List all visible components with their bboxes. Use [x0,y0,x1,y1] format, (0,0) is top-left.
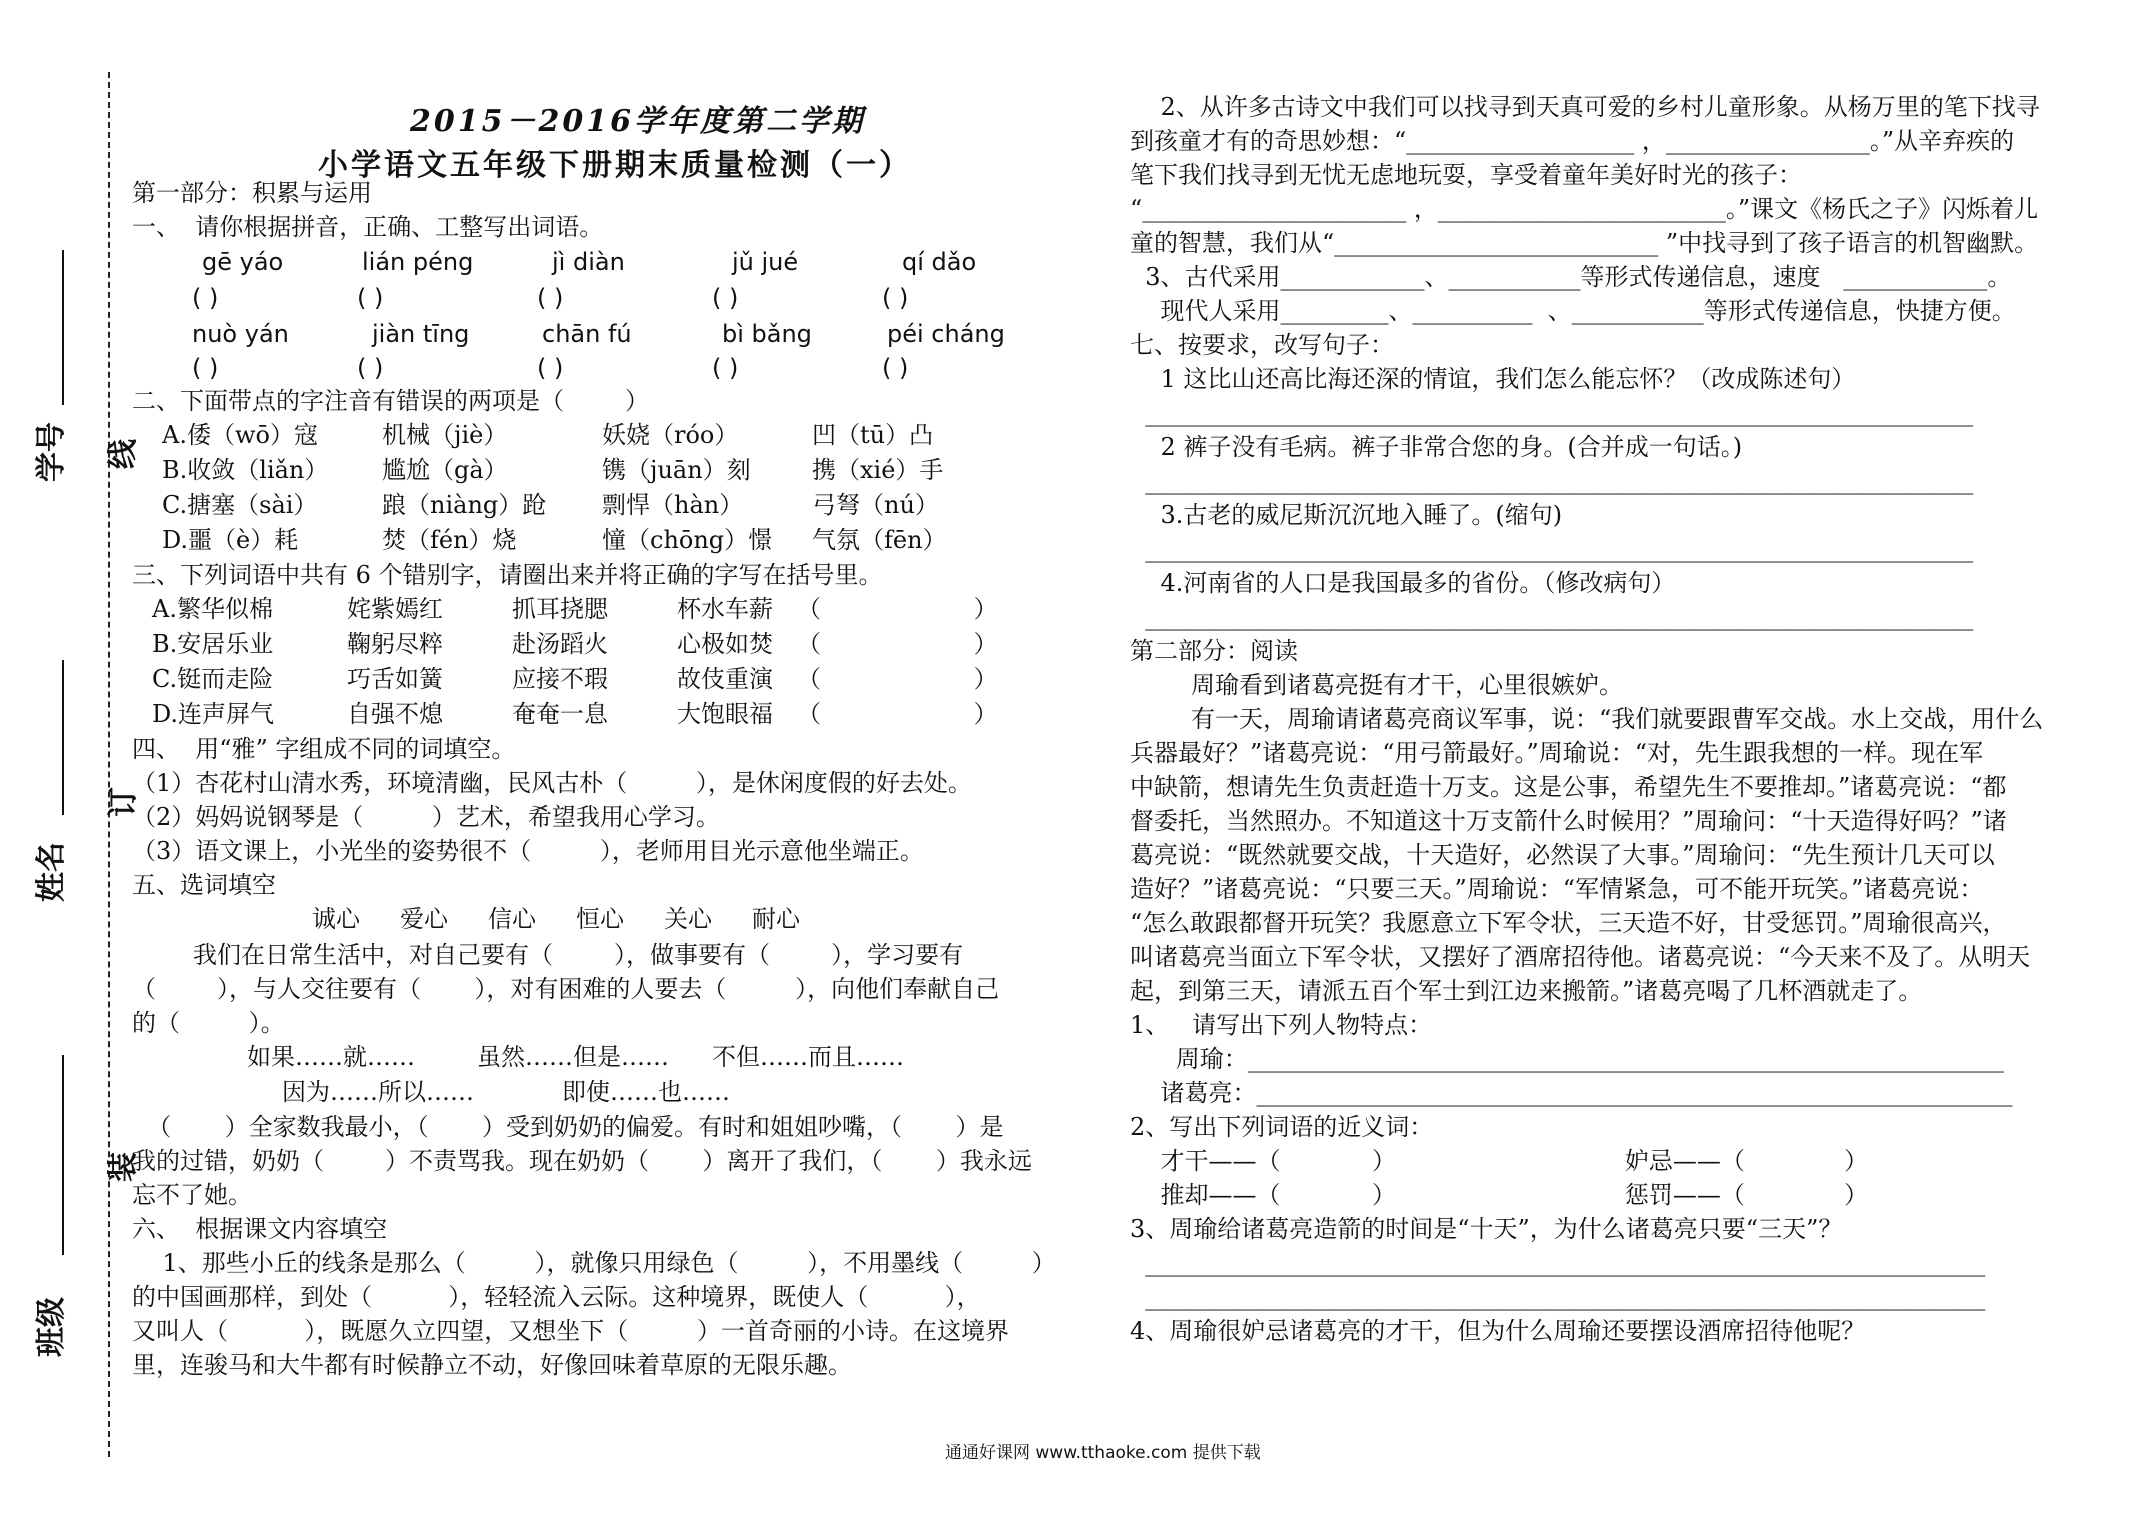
left-line: （ ）全家数我最小，（ ）受到奶奶的偏爱。有时和姐姐吵嘴，（ ）是 [132,1113,1004,1141]
q5-conjunctions [132,1040,1092,1110]
option: C.搪塞（sài） [162,491,318,519]
pinyin-1: gē yáo [202,248,284,276]
right-line: 2、写出下列词语的近义词： [1130,1113,1434,1141]
left-line: （2）妈妈说钢琴是（ ）艺术，希望我用心学习。 [132,803,720,831]
word: 鞠躬尽粹 [347,630,443,658]
option: 弓弩（nú） [812,491,939,519]
pinyin-7: jiàn tīng [372,320,470,348]
conjunction-option: 如果……就…… [247,1043,415,1071]
option: 焚（fén）烧 [382,526,517,554]
left-line: 的中国画那样，到处（ ），轻轻流入云际。这种境界，既使人（ ）， [132,1283,981,1311]
left-line: 又叫人（ ），既愿久立四望，又想坐下（ ）一首奇丽的小诗。在这境界 [132,1317,1009,1345]
right-line: 督委托，当然照办。不知道这十万支箭什么时候用？”周瑜问：“十天造得好吗？”诸 [1130,807,2007,835]
word-option: 耐心 [752,905,800,933]
option: 凹（tū）凸 [812,421,934,449]
right-line: 七、按要求，改写句子： [1130,331,1394,359]
footer-source: 通通好课网 www.tthaoke.com 提供下载 [945,1443,1261,1463]
pinyin-9: bì bǎng [722,320,812,348]
word: 巧舌如簧 [347,665,443,693]
right-line: 3.古老的威尼斯沉沉地入睡了。(缩句) [1130,501,1563,529]
left-line: 的（ ）。 [132,1009,285,1037]
word: 杯水车薪 [677,595,773,623]
right-line: 2、从许多古诗文中我们可以找寻到天真可爱的乡村儿童形象。从杨万里的笔下找寻 [1130,93,2040,121]
q3-rows [132,592,1092,732]
option: D.噩（è）耗 [162,526,299,554]
right-line: 中缺箭，想请先生负责赶造十万支。这是公事，希望先生不要推却。”诸葛亮说：“都 [1130,773,2007,801]
word: 奄奄一息 [512,700,608,728]
word-option: 信心 [488,905,536,933]
answer-line[interactable]: _____________________________________________________________________ [1130,603,1974,631]
option: 踉（niàng）跄 [382,491,547,519]
option: 尴尬（gà） [382,456,508,484]
answer-line[interactable]: _____________________________________________________________________ [1130,535,1974,563]
option: 镌（juān）刻 [602,456,751,484]
student-id-label: 学号 [34,422,69,482]
word: A.繁华似棉 [152,595,273,623]
exam-title: 小学语文五年级下册期末质量检测（一） [318,148,912,183]
name-label: 姓名 [34,842,69,902]
answer-line[interactable]: ______________________________________________________________________ [1130,1283,1986,1311]
right-line: 笔下我们找寻到无忧无虑地玩耍，享受着童年美好时光的孩子： [1130,161,1802,189]
exam-year-title: 2015－2016学年度第二学期 [410,104,865,139]
answer-line[interactable]: _____________________________________________________________________ [1130,399,1974,427]
conjunction-option: 因为……所以…… [282,1078,474,1106]
left-line: 忘不了她。 [132,1181,252,1209]
name-underline-1 [62,250,64,405]
name-underline-3 [62,1055,64,1255]
left-line: （ ），与人交往要有（ ），对有困难的人要去（ ），向他们奉献自己 [132,975,1000,1003]
conjunction-option: 虽然……但是…… [477,1043,669,1071]
word-option: 诚心 [312,905,360,933]
option: 机械（jiè） [382,421,508,449]
word: C.铤而走险 [152,665,274,693]
answer-blank[interactable]: ( ) [192,354,219,382]
pinyin-5: qí dǎo [902,248,977,276]
right-line: 2 裤子没有毛病。裤子非常合您的身。(合并成一句话。) [1130,433,1743,461]
right-line: 造好？”诸葛亮说：“只要三天。”周瑜说：“军情紧急，可不能开玩笑。”诸葛亮说： [1130,875,1984,903]
binding-mark-bind: 装 [106,1152,141,1182]
answer-blank[interactable]: ( ) [712,284,739,312]
name-underline-2 [62,660,64,815]
answer-blank[interactable]: ( ) [357,354,384,382]
pinyin-8: chān fú [542,320,632,348]
q2-options [132,418,1092,558]
right-line: 童的智慧，我们从“___________________________ ”中找寻到了孩子语言的机智幽默。 [1130,229,2039,257]
option: 气氛（fēn） [812,526,947,554]
answer-blank[interactable]: （ ） [797,630,998,658]
left-line: 我的过错，奶奶（ ）不责骂我。现在奶奶（ ）离开了我们，（ ）我永远 [132,1147,1032,1175]
answer-line[interactable]: _____________________________________________________________________ [1130,467,1974,495]
class-label: 班级 [34,1297,69,1357]
answer-line[interactable]: ______________________________________________________________________ [1130,1249,1986,1277]
right-line: 葛亮说：“既然就要交战，十天造好，必然误了大事。”周瑜问：“先生预计几天可以 [1130,841,1995,869]
word: 故伎重演 [677,665,773,693]
word: 赴汤蹈火 [512,630,608,658]
answer-blank[interactable]: ( ) [882,354,909,382]
option: 携（xié）手 [812,456,944,484]
right-line: 起，到第三天，请派五百个军士到江边来搬箭。”诸葛亮喝了几杯酒就走了。 [1130,977,1923,1005]
left-column [132,176,1092,1382]
right-line: 兵器最好？”诸葛亮说：“用弓箭最好。”周瑜说：“对，先生跟我想的一样。现在军 [1130,739,1984,767]
right-line: 3、周瑜给诸葛亮造箭的时间是“十天”，为什么诸葛亮只要“三天”？ [1130,1215,1843,1243]
left-line: 三、下列词语中共有 6 个错别字，请圈出来并将正确的字写在括号里。 [132,561,883,589]
left-line: 六、 根据课文内容填空 [132,1215,388,1243]
word-option: 恒心 [576,905,624,933]
right-line: 有一天，周瑜请诸葛亮商议军事，说：“我们就要跟曹军交战。水上交战，用什么 [1130,705,2044,733]
word: B.安居乐业 [152,630,274,658]
left-line: 五、选词填空 [132,871,276,899]
answer-blank[interactable]: ( ) [712,354,739,382]
pinyin-2: lián péng [362,248,474,276]
conjunction-option: 即使……也…… [562,1078,730,1106]
right-line: 4.河南省的人口是我国最多的省份。（修改病句） [1130,569,1676,597]
left-line: 1、那些小丘的线条是那么（ ），就像只用绿色（ ），不用墨线（ ） [132,1249,1056,1277]
word: 应接不瑕 [512,665,608,693]
right-line: 现代人采用_________、__________ 、___________等形式传递信息，快捷方便。 [1130,297,2016,325]
binding-mark-staple: 订 [106,787,141,817]
left-line: 我们在日常生活中，对自己要有（ ），做事要有（ ），学习要有 [132,941,964,969]
right-line: “______________________ ，________________________。”课文《杨氏之子》闪烁着儿 [1130,195,2039,223]
q5-word-bank [132,902,1092,938]
right-line: 到孩童才有的奇思妙想：“___________________ ，_________________。”从辛弃疾的 [1130,127,2015,155]
answer-blank[interactable]: ( ) [537,284,564,312]
pinyin-grid [132,244,1092,384]
answer-blank[interactable]: ( ) [192,284,219,312]
right-line: 周瑜看到诸葛亮挺有才干，心里很嫉妒。 [1130,671,1624,699]
right-column [1130,90,2130,1348]
pinyin-10: péi cháng [887,320,1005,348]
right-line: 4、周瑜很妒忌诸葛亮的才干，但为什么周瑜还要摆设酒席招待他呢？ [1130,1317,1866,1345]
answer-line[interactable]: 周瑜：_______________________________________________________________ [1130,1045,2004,1073]
word: 自强不熄 [347,700,443,728]
left-line: （3）语文课上，小光坐的姿势很不（ ），老师用目光示意他坐端正。 [132,837,924,865]
answer-blank[interactable]: ( ) [537,354,564,382]
word: 姹紫嫣红 [347,595,443,623]
right-line: 叫诸葛亮当面立下军令状，又摆好了酒席招待他。诸葛亮说：“今天来不及了。从明天 [1130,943,2031,971]
left-line: 二、下面带点的字注音有错误的两项是（ ） [132,387,650,415]
pinyin-6: nuò yán [192,320,289,348]
option: 妖娆（róo） [602,421,739,449]
pinyin-4: jǔ jué [732,248,799,276]
answer-blank[interactable]: ( ) [357,284,384,312]
left-line: 四、 用“雅” 字组成不同的词填空。 [132,735,516,763]
conjunction-option: 不但……而且…… [712,1043,904,1071]
option: 剽悍（hàn） [602,491,744,519]
pinyin-3: jì diàn [552,248,625,276]
answer-blank[interactable]: （ ） [797,595,998,623]
left-line: 第一部分：积累与运用 [132,179,372,207]
right-line: 1、 请写出下列人物特点： [1130,1011,1433,1039]
option: 憧（chōng）憬 [602,526,773,554]
answer-line[interactable]: 诸葛亮：_______________________________________________________________ [1130,1079,2013,1107]
answer-blank[interactable]: （ ） [797,700,998,728]
option: B.收敛（liǎn） [162,456,329,484]
word: 心极如焚 [677,630,773,658]
right-line: 第二部分：阅读 [1130,637,1298,665]
right-line: 推却——（ ） 惩罚——（ ） [1130,1181,1869,1209]
option: A.倭（wō）寇 [162,421,318,449]
right-line: “怎么敢跟都督开玩笑？我愿意立下军令状，三天造不好，甘受惩罚。”周瑜很高兴， [1130,909,2007,937]
right-line: 1 这比山还高比海还深的情谊，我们怎么能忘怀？（改成陈述句） [1130,365,1856,393]
word-option: 爱心 [400,905,448,933]
answer-blank[interactable]: ( ) [882,284,909,312]
left-line: 里，连骏马和大牛都有时候静立不动，好像回味着草原的无限乐趣。 [132,1351,852,1379]
right-line: 才干——（ ） 妒忌——（ ） [1130,1147,1869,1175]
left-line: 一、 请你根据拼音，正确、工整写出词语。 [132,213,604,241]
word: D.连声屏气 [152,700,275,728]
word: 大饱眼福 [677,700,773,728]
answer-blank[interactable]: （ ） [797,665,998,693]
word: 抓耳挠腮 [512,595,608,623]
binding-dashed-line [108,72,110,1457]
left-line: （1）杏花村山清水秀，环境清幽，民风古朴（ ），是休闲度假的好去处。 [132,769,972,797]
word-option: 关心 [664,905,712,933]
binding-mark-line: 线 [106,439,141,469]
right-line: 3、古代采用____________、___________等形式传递信息，速度 ____________。 [1130,263,2012,291]
